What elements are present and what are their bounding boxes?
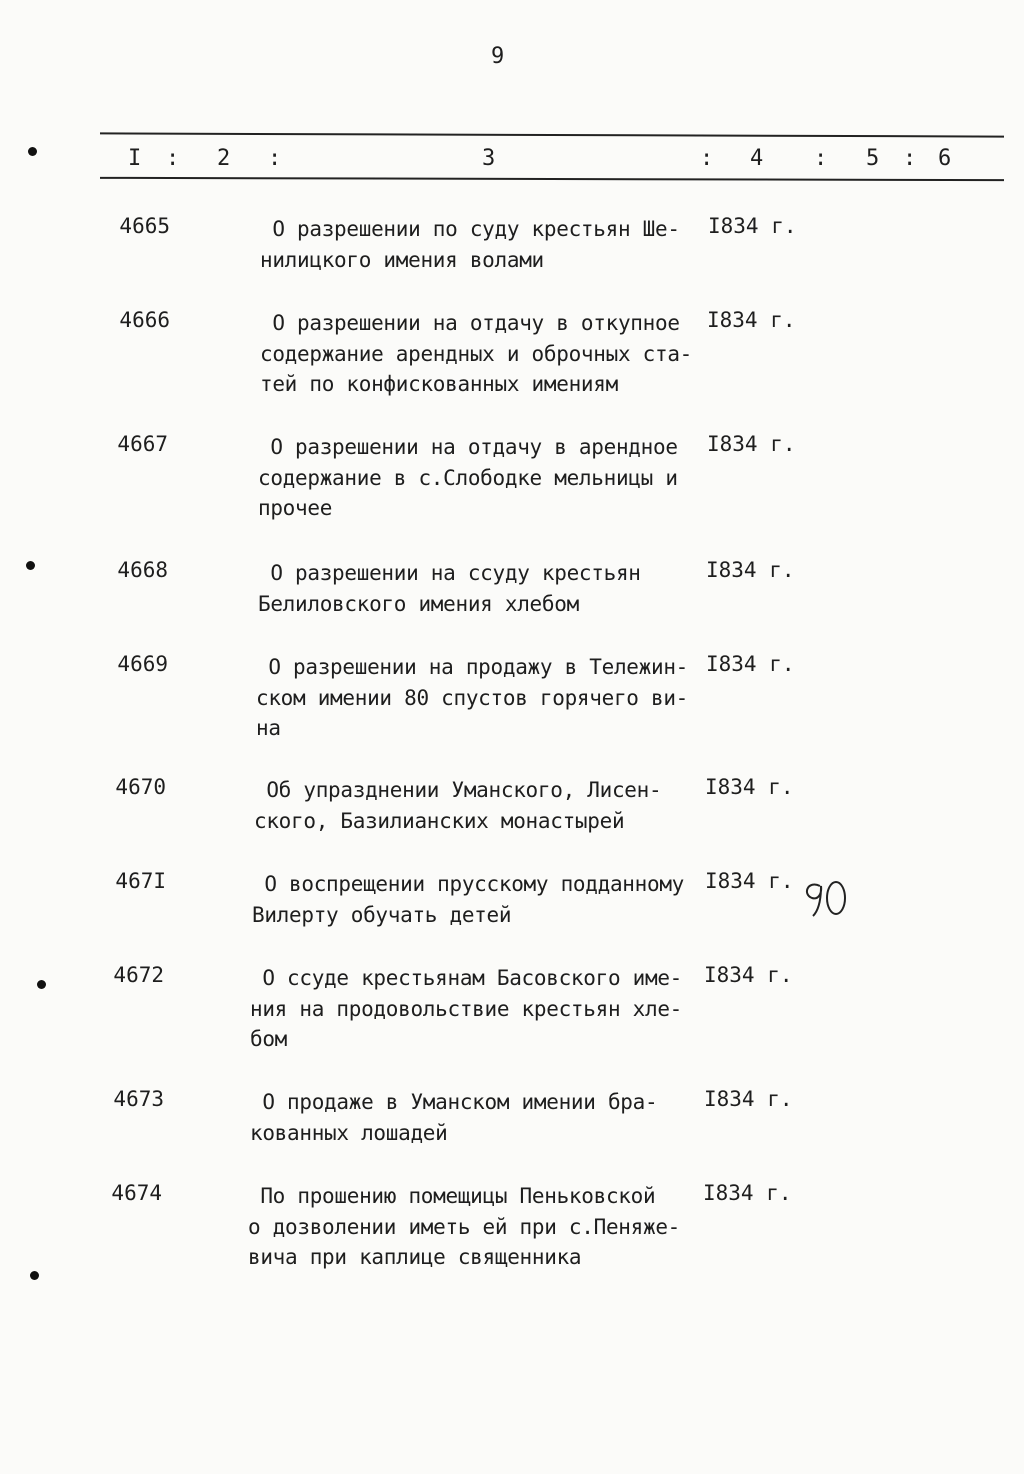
entry-description-line: тей по конфискованных имениям bbox=[260, 372, 618, 396]
entry-description-line: нилицкого имения волами bbox=[260, 247, 544, 272]
entry-number: 4667 bbox=[117, 432, 168, 456]
entry-description-line: кованных лошадей bbox=[250, 1120, 448, 1145]
entry-date: I834 г. bbox=[708, 214, 797, 238]
entry-description bbox=[260, 308, 692, 400]
binding-hole bbox=[30, 1271, 39, 1280]
entry-description-line: О ссуде крестьянам Басовского име- bbox=[250, 966, 683, 990]
entry-description-line: О разрешении по суду крестьян Ше- bbox=[260, 217, 680, 241]
entry-number: 4665 bbox=[119, 214, 170, 238]
entry-description bbox=[248, 1181, 680, 1273]
header-sep: : bbox=[166, 146, 180, 171]
entry-description-line: О разрешении на ссуду крестьян bbox=[258, 561, 641, 585]
header-col-6: 6 bbox=[938, 146, 952, 171]
entry-description bbox=[252, 869, 684, 930]
header-sep: : bbox=[700, 146, 714, 171]
entry-date: I834 г. bbox=[706, 652, 795, 676]
entry-description bbox=[260, 214, 680, 275]
entry-description bbox=[258, 432, 678, 524]
header-col-5: 5 bbox=[866, 146, 880, 171]
entry-description-line: прочее bbox=[258, 496, 333, 520]
entry-date: I834 г. bbox=[707, 432, 796, 456]
header-sep: : bbox=[268, 146, 282, 171]
header-rule-bottom bbox=[100, 177, 1004, 181]
entry-date: I834 г. bbox=[704, 963, 793, 987]
entry-number: 4668 bbox=[117, 558, 168, 582]
entry-description-line: По прошению помещицы Пеньковской bbox=[248, 1184, 656, 1208]
entry-description-line: ском имении 80 спустов горячего ви- bbox=[256, 685, 689, 710]
header-col-2: 2 bbox=[217, 146, 231, 171]
entry-date: I834 г. bbox=[706, 558, 795, 582]
entry-description-line: Белиловского имения хлебом bbox=[258, 591, 579, 616]
entry-date: I834 г. bbox=[705, 869, 794, 893]
entry-description bbox=[258, 558, 641, 619]
entry-date: I834 г. bbox=[704, 1087, 793, 1111]
entry-description bbox=[250, 963, 682, 1055]
entry-description-line: о дозволении иметь ей при с.Пеняже- bbox=[248, 1214, 681, 1239]
entry-description-line: О воспрещении прусскому подданному bbox=[252, 872, 685, 896]
header-sep: : bbox=[903, 146, 917, 171]
entry-description-line: Вилерту обучать детей bbox=[252, 902, 512, 927]
binding-hole bbox=[26, 561, 35, 570]
entry-description-line: Об упразднении Уманского, Лисен- bbox=[254, 778, 662, 802]
entry-description-line: вича при каплице священника bbox=[248, 1245, 582, 1269]
entry-number: 4669 bbox=[117, 652, 168, 676]
header-col-3: 3 bbox=[482, 146, 496, 171]
entry-description-line: содержание в с.Слободке мельницы и bbox=[258, 465, 678, 490]
entry-description-line: О разрешении на отдачу в арендное bbox=[258, 435, 678, 459]
binding-hole bbox=[37, 980, 46, 989]
entry-date: I834 г. bbox=[705, 775, 794, 799]
entry-description-line: О разрешении на продажу в Тележин- bbox=[256, 655, 689, 679]
entry-number: 4666 bbox=[119, 308, 170, 332]
handwritten-90-icon bbox=[800, 872, 860, 922]
entry-description-line: на bbox=[256, 716, 281, 740]
entry-description-line: О разрешении на отдачу в откупное bbox=[260, 311, 680, 335]
entry-description-line: ния на продовольствие крестьян хле- bbox=[250, 996, 683, 1021]
header-col-1: I bbox=[128, 146, 142, 171]
entry-date: I834 г. bbox=[703, 1181, 792, 1205]
handwritten-note-90 bbox=[800, 872, 860, 926]
entry-description bbox=[256, 652, 688, 744]
entry-number: 4670 bbox=[115, 775, 166, 799]
header-col-4: 4 bbox=[750, 146, 764, 171]
entry-number: 4672 bbox=[113, 963, 164, 987]
header-sep: : bbox=[814, 146, 828, 171]
entry-date: I834 г. bbox=[707, 308, 796, 332]
entry-description-line: ского, Базилианских монастырей bbox=[254, 808, 625, 833]
entry-description bbox=[254, 775, 661, 836]
entry-number: 4674 bbox=[111, 1181, 162, 1205]
entry-description-line: О продаже в Уманском имении бра- bbox=[250, 1090, 658, 1114]
entry-description-line: содержание арендных и оброчных ста- bbox=[260, 341, 693, 366]
page-number: 9 bbox=[491, 44, 505, 69]
entry-description bbox=[250, 1087, 657, 1148]
binding-hole bbox=[28, 147, 37, 156]
header-rule-top bbox=[100, 132, 1004, 137]
entry-number: 467I bbox=[115, 869, 166, 893]
entry-description-line: бом bbox=[250, 1027, 288, 1051]
entry-number: 4673 bbox=[113, 1087, 164, 1111]
